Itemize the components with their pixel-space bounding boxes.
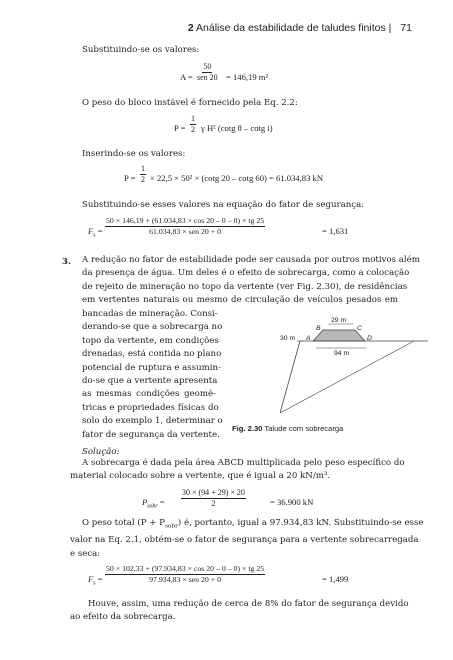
text-line: em vertentes naturais ou mesmo de circulação de veículos pesados em [82,295,398,306]
item-number: 3. [62,257,71,267]
fraction-numerator: 50 [203,62,212,71]
page-number: 71 [400,22,412,34]
fraction-denominator: sen 20 [197,73,218,82]
equation-area-lhs: A = [180,72,193,82]
fraction-numerator: 1 [141,164,145,173]
text-line: material colocado sobre a vertente, que é igual a 20 kN/m³. [70,471,331,482]
label-height: 30 m [280,335,296,342]
text-segment: O peso total (P + P [82,518,165,528]
fs-symbol: F [88,226,94,236]
text-line: solo do exemplo 1, determinar o [82,416,223,427]
fs-subscript: s [93,580,96,587]
text-line: bancadas de mineração. Consi- [82,309,218,319]
text-line: as mesmas condições geomé- [82,389,216,400]
text-line: derando-se que a sobrecarga no [82,322,223,333]
figure-caption [232,424,343,433]
equation-weight-lhs: P = [174,123,186,133]
text-line: do-se que a vertente apresenta [82,376,218,387]
text-line: valor na Eq. 2.1, obtém-se o fator de segurança para a vertente sobrecarregada [70,535,419,546]
solution-heading: Solução: [82,447,120,457]
equation-weight-rhs: γ H² (cotg θ – cotg i) [201,123,273,133]
paragraph-weight: O peso do bloco instável é fornecido pela Eq. 2.2: [82,98,298,108]
equation-fs2-rhs: = 1,499 [322,574,349,584]
text-line: Houve, assim, uma redução de cerca de 8% do fator de segurança devido [88,599,409,609]
running-header [188,22,412,34]
equation-fs-lhs: $F_s$ = [88,226,103,239]
text-line: ao efeito da sobrecarga. [70,612,176,623]
text-line [70,517,424,534]
fs-symbol: F [88,574,94,584]
fs-subscript: s [93,232,96,239]
slope-face [280,341,300,413]
caption-label: Fig. 2.30 [232,424,263,433]
label-top-width: 29 m [331,317,347,324]
equation-fs2-fraction [105,564,265,585]
equation-weight-fraction [190,114,196,135]
paragraph-inserting: Inserindo-se os valores: [82,149,186,159]
text-line: A sobrecarga é dada pela área ABCD multiplicada pelo peso específico do [82,458,405,468]
fraction-numerator: 50 × 102,33 + (97.934,83 × cos 20 – 0 – 0) × tg 25 [106,564,265,573]
caption-text: Talude com sobrecarga [264,424,344,433]
equation-p-fraction [140,164,146,185]
text-line: drenadas, está contida no plano [82,349,222,360]
fraction-numerator: 50 × 146,19 + (61.034,83 × cos 20 – 0 – 0) × tg 25 [106,216,265,225]
label-a: A [306,335,311,342]
equation-psobr-fraction [181,488,246,509]
fraction-numerator: 30 × (94 + 29) × 20 [182,488,245,497]
text-line: tricas e propriedades físicas do [82,402,219,413]
equation-fs-rhs: = 1,631 [322,226,349,236]
item-3-paragraph-full [82,254,420,308]
chapter-number: 2 [187,22,194,34]
equation-p-rhs: × 22,5 × 50² × (cotg 20 – cotg 60) = 61.034,83 kN [150,173,324,183]
header-separator: | [388,22,392,34]
solution-paragraph-1 [70,457,405,484]
item-3-paragraph-narrow [82,308,223,442]
text-line: e seca: [70,548,101,559]
equation-area-rhs: = 146,19 m² [226,72,269,82]
fraction-denominator: 97.934,83 × sen 20 + 0 [149,575,221,584]
figure-slope-with-surcharge [280,310,430,422]
chapter-title: Análise da estabilidade de taludes finitos [196,22,386,34]
text-line: de rejeito de mineração no topo da vertente (ver Fig. 2.30), de residências [82,281,408,292]
solution-paragraph-2 [70,517,424,561]
p-subscript: sobr [147,503,158,510]
label-d: D [367,335,372,342]
equation-psobr-rhs: = 36.900 kN [270,497,314,507]
label-base-width: 94 m [334,350,350,357]
fraction-denominator: 2 [191,125,195,134]
text-segment: ) é, portanto, igual a 97.934,83 kN. Substituindo-se esse [177,518,424,528]
text-line: da presença de água. Um deles é o efeito de sobrecarga, como a colocação [82,268,410,279]
solution-paragraph-3 [70,598,409,625]
equation-p-lhs: P = [124,173,136,183]
text-subscript: sobr [164,523,178,530]
equation-fs-fraction [105,216,265,237]
equation-psobr-lhs [142,497,165,510]
text-line: topo da vertente, em condições [82,335,219,346]
text-line: potencial de ruptura e assumin- [82,362,221,373]
label-b: B [316,325,321,332]
paragraph-substituting-fs: Substituindo-se esses valores na equação do fator de segurança: [82,200,365,210]
fraction-denominator: 61.034,83 × sen 20 + 0 [149,227,221,236]
equation-area-fraction [197,62,218,83]
equation-fs2-lhs: $F_s$ = [88,574,103,587]
text-line: A redução no fator de estabilidade pode ser causada por outros motivos além [82,255,420,265]
paragraph-substituting: Substituindo-se os valores: [82,45,200,55]
fraction-numerator: 1 [191,114,195,123]
fraction-denominator: 2 [211,499,216,508]
equals-sign: = [157,497,165,507]
p-symbol: P [142,497,148,507]
fraction-denominator: 2 [141,175,145,184]
label-c: C [357,325,362,332]
text-line: fator de segurança da vertente. [82,429,220,440]
